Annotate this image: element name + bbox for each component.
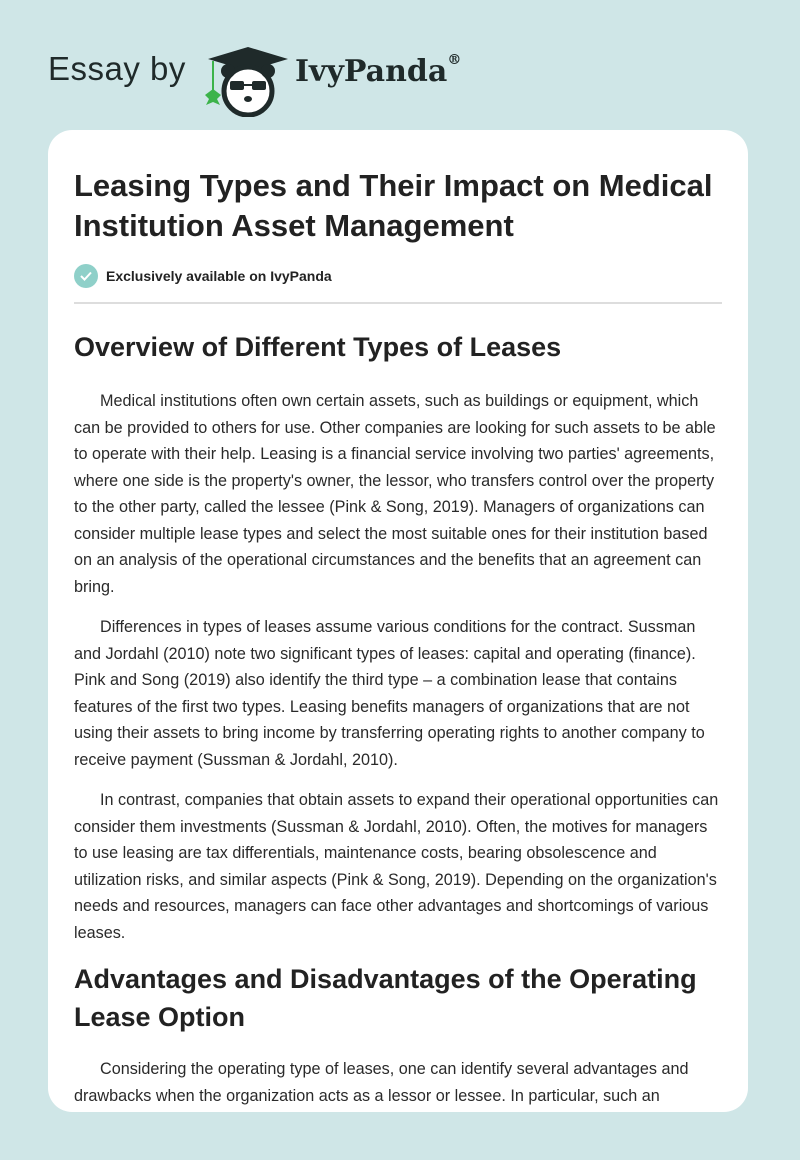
exclusive-text: Exclusively available on IvyPanda (106, 268, 332, 284)
section-heading: Overview of Different Types of Leases (74, 332, 562, 362)
paragraph: Medical institutions often own certain assets, such as buildings or equipment, which can be provided to others for use. Other companies are looking for such assets to be able to operate with their help. Leasing is a financial service involving two parties' agreements, where one side is the property's owner, the lessor, who transfers control over the property to the other party, called the lessee (Pink & Song, 2019). Managers of organizations can consider multiple lease types and select the most suitable ones for their institution based on an analysis of the operational circumstances and the benefits that an agreement can bring. (74, 392, 716, 596)
essay-card (48, 130, 748, 1112)
registered-mark: ® (447, 52, 462, 68)
ivypanda-logo-icon[interactable] (200, 45, 290, 117)
divider (74, 302, 722, 304)
paragraph: In contrast, companies that obtain assets to expand their operational opportunities can consider them investments (Sussman & Jordahl, 2010). Often, the motives for managers to use leasing are tax differentials, maintenance costs, bearing obsolescence and utilization risks, and similar aspects (Pink & Song, 2019). Depending on the organization's needs and resources, managers can face other advantages and shortcomings of various leases. (74, 791, 719, 942)
essay-by-label: Essay by (48, 50, 186, 87)
check-icon (74, 264, 98, 288)
paragraph: Considering the operating type of leases, one can identify several advantages and drawbacks when the organization acts as a lessor or lessee. In particular, such an (74, 1060, 689, 1105)
paragraph: Differences in types of leases assume various conditions for the contract. Sussman and Jordahl (2010) note two significant types of leases: capital and operating (finance). Pink and Song (2019) also identify the third type – a combination lease that contains features of the first two types. Leasing benefits managers of organizations that are not using their assets to bring income by transferring operating rights to another company to receive payment (Sussman & Jordahl, 2010). (74, 618, 705, 769)
essay-title: Leasing Types and Their Impact on Medical Institution Asset Management (74, 168, 713, 243)
section-heading: Advantages and Disadvantages of the Operating Lease Option (74, 964, 697, 1032)
site-header (0, 30, 800, 110)
brand-text: IvyPanda (295, 54, 448, 89)
exclusive-badge (74, 264, 722, 288)
brand-name[interactable] (295, 54, 461, 89)
